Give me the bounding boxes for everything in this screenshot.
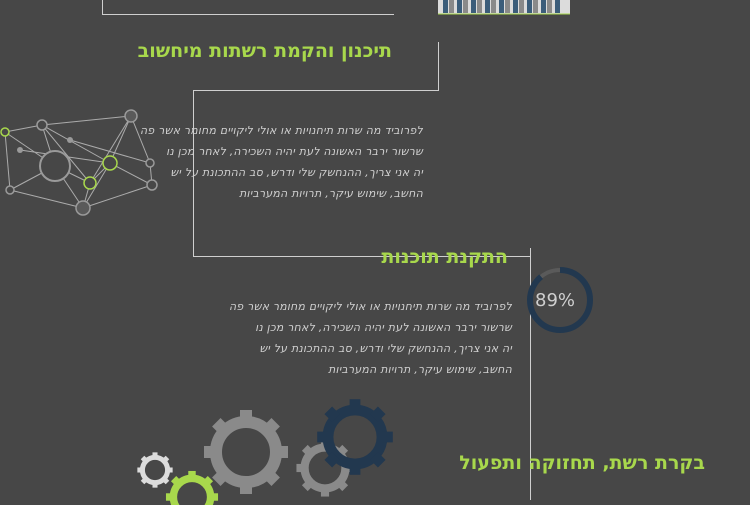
- section-title-network-maintenance: בקרת רשת, תחזוקה ותפעול: [459, 452, 705, 474]
- gauge-percentage: 89%: [535, 290, 576, 311]
- mini-bar-chart-icon: [435, 0, 575, 20]
- section1-line: שרשור ירבר האשונה לעת יהיה השכירה, לאחר מכן נו: [166, 145, 423, 158]
- section-title-software-install: התקנת תוכנות: [381, 246, 508, 268]
- gears-icon: [130, 395, 410, 505]
- top-frame-left: [102, 0, 103, 15]
- section1-frame-right: [438, 42, 439, 91]
- section-title-network-planning: תיכנון והקמת רשתות מיחשוב: [137, 40, 392, 62]
- section2-line: שרשור ירבר האשונה לעת יהיה השכירה, לאחר מכן נו: [255, 321, 512, 334]
- section2-paragraph: [228, 296, 512, 380]
- section1-line: החשב, שימוש עיקר, תרויות המערביות: [239, 187, 423, 200]
- section2-line: החשב, שימוש עיקר, תרויות המערביות: [328, 363, 512, 376]
- network-graph-icon: [0, 100, 180, 220]
- section2-line: לפרוביד מה שרות תיחנויות או אולי ליקויים מחומר אשר פה: [229, 300, 512, 313]
- section1-line: יה אני צריך, ההנחשק שלי ודרש, סב ההתכונת על יש: [170, 166, 423, 179]
- top-frame-bottom: [102, 14, 394, 15]
- section1-frame-top: [193, 90, 439, 91]
- section1-paragraph: [140, 120, 423, 204]
- section1-line: לפרוביד מה שרות תיחנויות או אולי ליקויים מחומר אשר פה: [140, 124, 423, 137]
- section2-line: יה אני צריך, ההנחשק שלי ודרש, סב ההתכונת על יש: [259, 342, 512, 355]
